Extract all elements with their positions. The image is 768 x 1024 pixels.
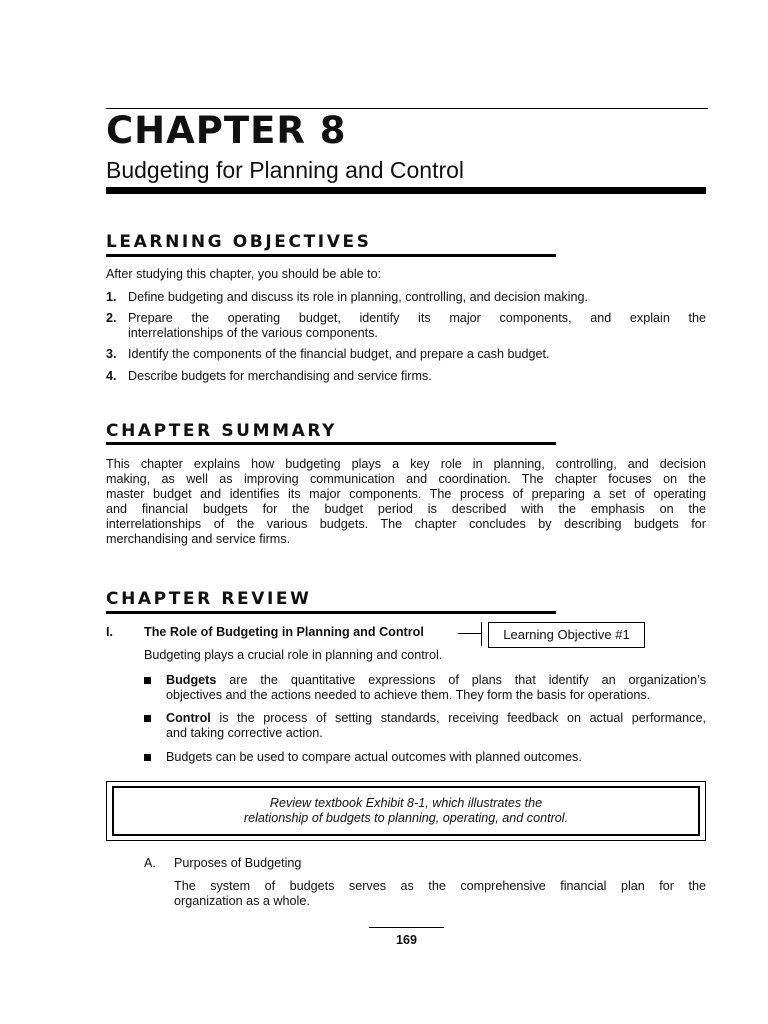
chapter-review-heading: CHAPTER REVIEW	[106, 589, 312, 609]
objective-number: 2.	[106, 311, 117, 325]
objective-number: 3.	[106, 347, 117, 361]
review-section-number: I.	[106, 625, 113, 639]
bullet-text: is the process of setting standards, receiving feedback on actual performance,	[210, 711, 706, 725]
review-section-title: The Role of Budgeting in Planning and Control	[144, 625, 424, 639]
learning-objectives-heading: LEARNING OBJECTIVES	[106, 232, 372, 252]
bullet-text: Budgets can be used to compare actual outcomes with planned outcomes.	[166, 750, 582, 764]
objective-item	[106, 369, 706, 384]
objective-connector-line	[458, 633, 482, 634]
bullet-item	[144, 750, 706, 765]
objective-text: interrelationships of the various components.	[128, 326, 378, 340]
objective-text: Describe budgets for merchandising and service firms.	[128, 369, 432, 383]
summary-line: and financial budgets for the budget period is described with the emphasis on the	[106, 502, 706, 516]
summary-line: interrelationships of the various budgets. The chapter concludes by describing budgets for	[106, 517, 706, 531]
bullet-term: Budgets	[166, 673, 217, 687]
summary-line: making, as well as improving communication and coordination. The chapter focuses on the	[106, 472, 706, 486]
summary-line: master budget and identifies its major components. The process of preparing a set of operating	[106, 487, 706, 501]
objective-connector-bracket	[481, 622, 482, 646]
bullet-item	[144, 711, 706, 741]
square-bullet-icon	[144, 677, 151, 684]
objective-item	[106, 311, 706, 341]
review-box	[112, 786, 700, 836]
subsection-title: Purposes of Budgeting	[174, 856, 302, 870]
chapter-review-rule	[106, 611, 556, 614]
square-bullet-icon	[144, 715, 151, 722]
objective-text: Identify the components of the financial budget, and prepare a cash budget.	[128, 347, 550, 361]
learning-objective-label: Learning Objective #1	[488, 622, 645, 648]
review-intro: Budgeting plays a crucial role in planning and control.	[144, 648, 443, 662]
objective-number: 1.	[106, 290, 117, 304]
review-box-line: relationship of budgets to planning, operating, and control.	[243, 811, 569, 825]
objective-text: Prepare the operating budget, identify its major components, and explain the	[128, 311, 706, 325]
subsection-text	[174, 879, 706, 909]
summary-line: This chapter explains how budgeting plays a key role in planning, controlling, and decision	[106, 457, 706, 471]
objective-item	[106, 347, 706, 362]
square-bullet-icon	[144, 754, 151, 761]
objective-text: Define budgeting and discuss its role in planning, controlling, and decision making.	[128, 290, 588, 304]
objective-number: 4.	[106, 369, 117, 383]
bullet-item	[144, 673, 706, 703]
chapter-subtitle: Budgeting for Planning and Control	[106, 157, 465, 183]
bullet-text: are the quantitative expressions of plans that identify an organization’s	[216, 673, 706, 687]
learning-objectives-rule	[106, 254, 556, 257]
page-number: 169	[395, 933, 417, 947]
subsection-line: organization as a whole.	[174, 894, 310, 908]
review-box-line: Review textbook Exhibit 8-1, which illustrates the	[269, 796, 543, 810]
objectives-intro: After studying this chapter, you should be able to:	[106, 267, 382, 281]
chapter-summary-heading: CHAPTER SUMMARY	[106, 421, 338, 441]
subsection-letter: A.	[144, 856, 156, 870]
header-thick-rule	[106, 187, 706, 194]
footer-rule	[369, 927, 444, 928]
chapter-title: CHAPTER 8	[106, 109, 347, 152]
bullet-text: objectives and the actions needed to achieve them. They form the basis for operations.	[166, 688, 651, 702]
chapter-summary-text	[106, 457, 706, 547]
summary-line: merchandising and service firms.	[106, 532, 291, 546]
chapter-summary-rule	[106, 442, 556, 445]
bullet-text: and taking corrective action.	[166, 726, 323, 740]
bullet-term: Control	[166, 711, 211, 725]
objective-item	[106, 290, 706, 305]
subsection-line: The system of budgets serves as the comprehensive financial plan for the	[174, 879, 706, 893]
